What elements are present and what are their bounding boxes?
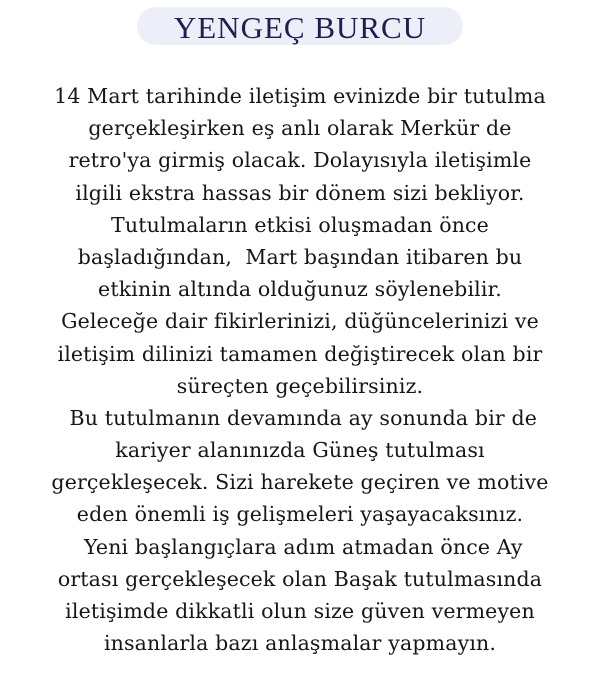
page-title: YENGEÇ BURCU	[173, 9, 427, 45]
body-line: ortası gerçekleşecek olan Başak tutulmasında	[57, 566, 543, 591]
body-line: Bu tutulmanın devamında ay sonunda bir de	[62, 405, 538, 430]
body-line: kariyer alanınızda Güneş tutulması	[115, 438, 485, 463]
body-line: etkinin altında olduğunuz söylenebilir.	[98, 277, 502, 302]
title-banner	[137, 7, 463, 45]
body-line: başladığından, Mart başından itibaren bu	[77, 244, 523, 269]
body-line: insanlarla bazı anlaşmalar yapmayın.	[103, 631, 497, 656]
body-line: retro'ya girmiş olacak. Dolayısıyla iletişimle	[68, 148, 532, 173]
body-line: iletişimde dikkatli olun size güven vermeyen	[65, 599, 535, 623]
body-line: gerçekleşecek. Sizi harekete geçiren ve motive	[51, 470, 549, 495]
body-line: ilgili ekstra hassas bir dönem sizi bekliyor.	[75, 180, 525, 205]
body-line: Tutulmaların etkisi oluşmadan önce	[111, 212, 489, 237]
body-line: eden önemli iş gelişmeleri yaşayacaksınız.	[76, 502, 524, 527]
body-line: süreçten geçebilirsiniz.	[176, 373, 424, 398]
horoscope-body	[0, 80, 600, 659]
body-line: gerçekleşirken eş anlı olarak Merkür de	[88, 116, 512, 141]
body-line: Yeni başlangıçlara adım atmadan önce Ay	[77, 534, 523, 559]
body-line: 14 Mart tarihinde iletişim evinizde bir tutulma	[54, 84, 546, 108]
body-line: iletişim dilinizi tamamen değiştirecek olan bir	[57, 341, 543, 366]
body-line: Geleceğe dair fikirlerinizi, düğüncelerinizi ve	[61, 309, 539, 334]
